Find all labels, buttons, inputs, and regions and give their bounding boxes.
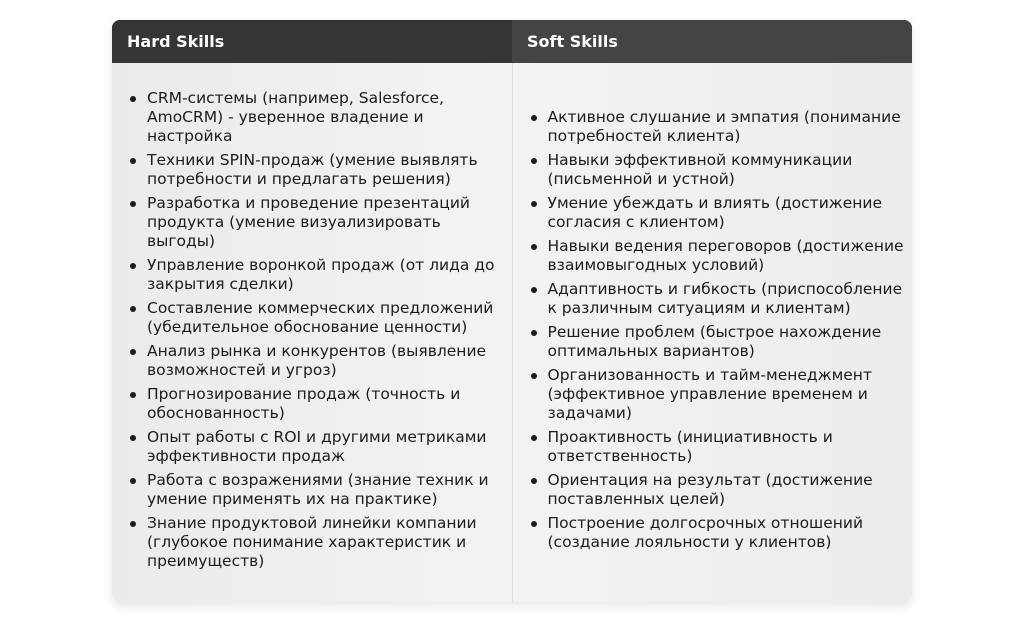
list-item: CRM-системы (например, Salesforce, AmoCRM) - уверенное владение и настройка (147, 89, 512, 146)
list-item: Ориентация на результат (достижение поставленных целей) (548, 471, 913, 509)
list-item: Организованность и тайм-менеджмент (эффективное управление временем и задачами) (548, 366, 913, 423)
list-item: Управление воронкой продаж (от лида до закрытия сделки) (147, 256, 512, 294)
list-item: Навыки ведения переговоров (достижение взаимовыгодных условий) (548, 237, 913, 275)
list-item: Активное слушание и эмпатия (понимание потребностей клиента) (548, 108, 913, 146)
soft-skills-column (513, 63, 913, 602)
list-item: Решение проблем (быстрое нахождение оптимальных вариантов) (548, 323, 913, 361)
hard-skills-column (112, 63, 513, 602)
list-item: Умение убеждать и влиять (достижение согласия с клиентом) (548, 194, 913, 232)
table-body (112, 63, 912, 602)
hard-skills-list (112, 89, 512, 576)
list-item: Знание продуктовой линейки компании (глубокое понимание характеристик и преимуществ) (147, 514, 512, 571)
list-item: Прогнозирование продаж (точность и обоснованность) (147, 385, 512, 423)
header-hard-skills: Hard Skills (112, 20, 512, 63)
list-item: Проактивность (инициативность и ответственность) (548, 428, 913, 466)
list-item: Построение долгосрочных отношений (создание лояльности у клиентов) (548, 514, 913, 552)
list-item: Анализ рынка и конкурентов (выявление возможностей и угроз) (147, 342, 512, 380)
list-item: Навыки эффективной коммуникации (письменной и устной) (548, 151, 913, 189)
skills-table (112, 20, 912, 602)
table-header (112, 20, 912, 63)
list-item: Составление коммерческих предложений (убедительное обоснование ценности) (147, 299, 512, 337)
list-item: Работа с возражениями (знание техник и умение применять их на практике) (147, 471, 512, 509)
list-item: Адаптивность и гибкость (приспособление к различным ситуациям и клиентам) (548, 280, 913, 318)
soft-skills-list (513, 108, 913, 557)
list-item: Разработка и проведение презентаций продукта (умение визуализировать выгоды) (147, 194, 512, 251)
header-soft-skills: Soft Skills (512, 20, 912, 63)
list-item: Техники SPIN-продаж (умение выявлять потребности и предлагать решения) (147, 151, 512, 189)
list-item: Опыт работы с ROI и другими метриками эффективности продаж (147, 428, 512, 466)
